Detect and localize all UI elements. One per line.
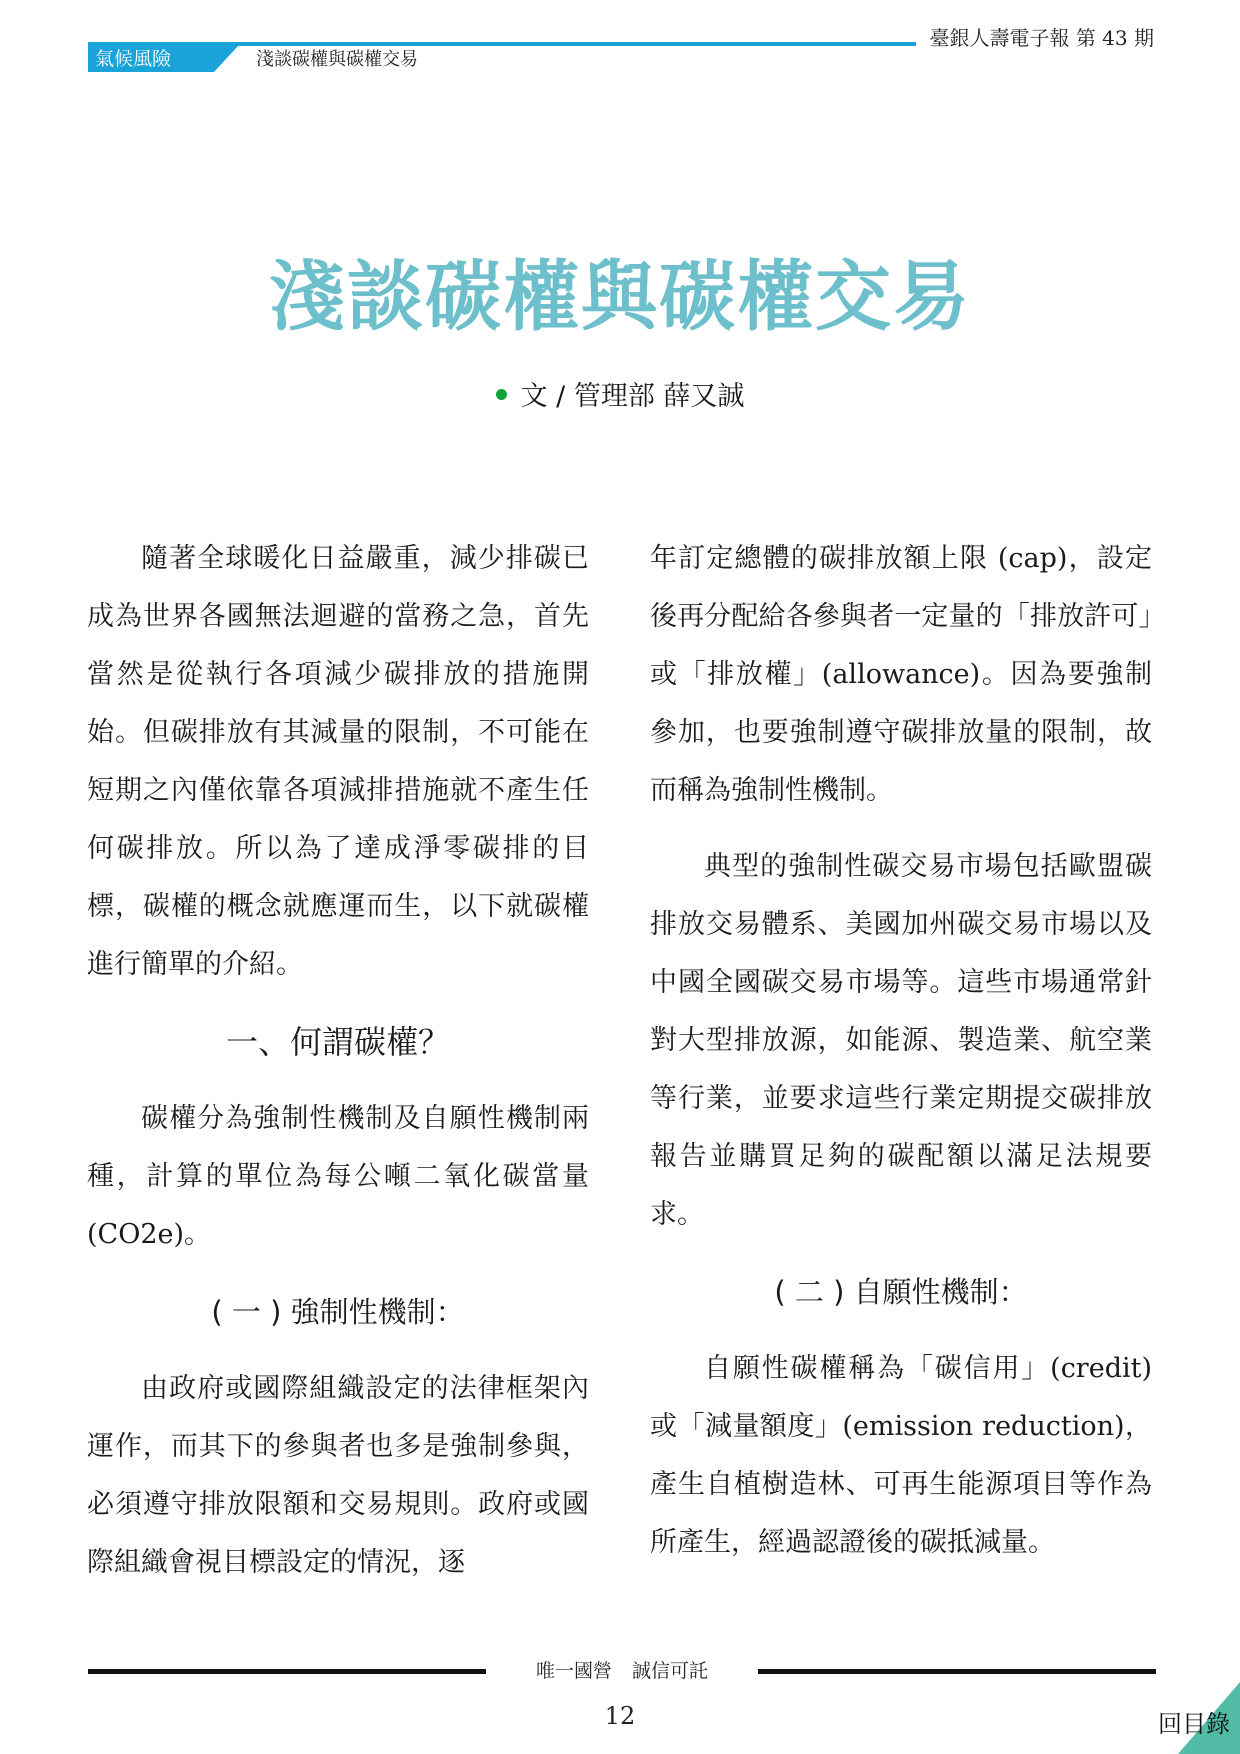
- footer-rule-right: [758, 1669, 1156, 1674]
- header-accent-line: [88, 42, 916, 46]
- section-tag: 氣候風險: [95, 48, 172, 70]
- subsection-heading-mandatory: ( 一 ) 強制性機制：: [211, 1295, 465, 1329]
- mandatory-paragraph-continued: 年訂定總體的碳排放額上限 (cap)，設定後再分配給各參與者一定量的「排放許可」或「排放權」(allowance)。因為要強制參加，也要強制遵守碳排放量的限制，故而稱為強制性機制。: [650, 543, 1152, 806]
- article-title: 淺談碳權與碳權交易: [269, 252, 971, 341]
- bullet-dot-icon: [496, 389, 507, 400]
- subsection-heading-voluntary: ( 二 ) 自願性機制：: [774, 1275, 1028, 1309]
- page-number: 12: [604, 1702, 636, 1730]
- publication-issue: 臺銀人壽電子報 第 43 期: [929, 26, 1154, 50]
- footer-motto: 唯一國營 誠信可託: [535, 1660, 709, 1682]
- header-article-subtitle: 淺談碳權與碳權交易: [256, 49, 418, 70]
- voluntary-paragraph: 自願性碳權稱為「碳信用」(credit)或「減量額度」(emission reduction)，產生自植樹造林、可再生能源項目等作為所產生，經過認證後的碳抵減量。: [650, 1353, 1152, 1558]
- section-heading-what-is-carbon-credit: 一、何謂碳權？: [225, 1023, 450, 1061]
- right-column: [650, 530, 1152, 1590]
- footer-rule-left: [88, 1669, 486, 1674]
- mandatory-paragraph-start: 由政府或國際組織設定的法律框架內運作，而其下的參與者也多是強制參與，必須遵守排放限額和交易規則。政府或國際組織會視目標設定的情況，逐: [87, 1373, 589, 1578]
- byline-text: 文 / 管理部 薛又誠: [520, 381, 745, 412]
- back-to-toc-link[interactable]: 回目錄: [1158, 1710, 1230, 1738]
- intro-paragraph: 隨著全球暖化日益嚴重，減少排碳已成為世界各國無法迴避的當務之急，首先當然是從執行各項減少碳排放的措施開始。但碳排放有其減量的限制，不可能在短期之內僅依靠各項減排措施就不產生任何碳排放。所以為了達成淨零碳排的目標，碳權的概念就應運而生，以下就碳權進行簡單的介紹。: [87, 543, 589, 980]
- left-column: [87, 530, 589, 1610]
- markets-paragraph: 典型的強制性碳交易市場包括歐盟碳排放交易體系、美國加州碳交易市場以及中國全國碳交易市場等。這些市場通常針對大型排放源，如能源、製造業、航空業等行業，並要求這些行業定期提交碳排放報告並購買足夠的碳配額以滿足法規要求。: [650, 851, 1152, 1230]
- section1-paragraph: 碳權分為強制性機制及自願性機制兩種，計算的單位為每公噸二氧化碳當量 (CO2e)。: [87, 1103, 589, 1250]
- byline: [0, 374, 1240, 413]
